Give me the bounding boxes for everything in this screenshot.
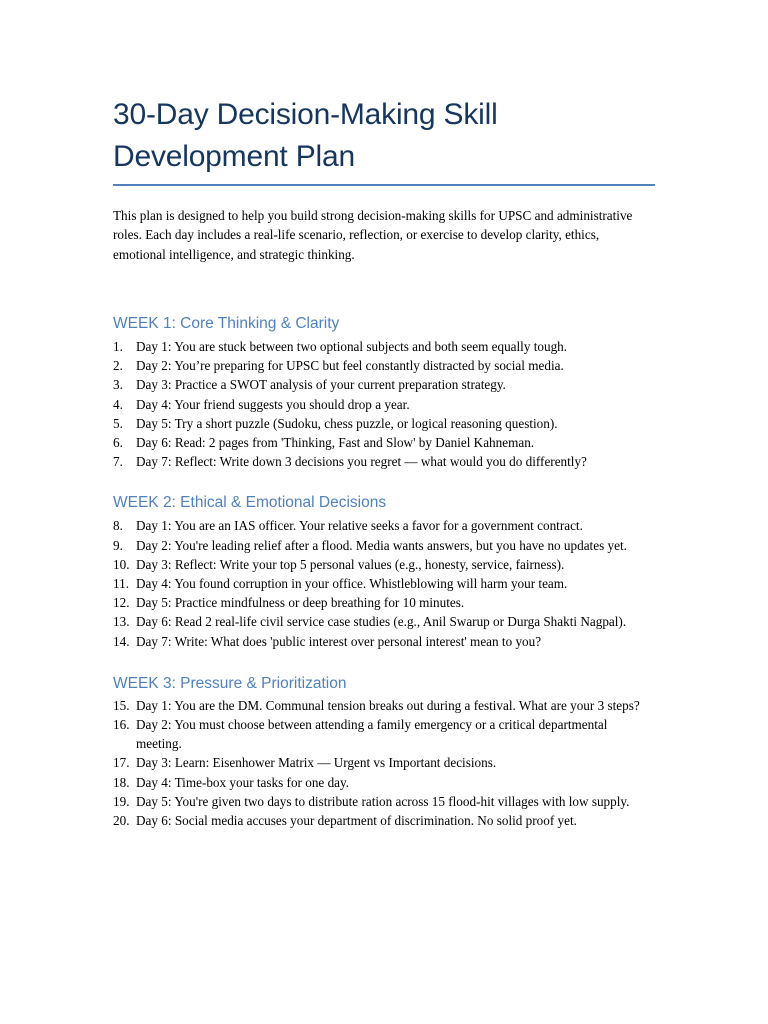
item-text: Day 6: Read: 2 pages from 'Thinking, Fast and Slow' by Daniel Kahneman. <box>136 434 535 450</box>
list-item <box>113 811 655 830</box>
item-number: 7. <box>113 454 123 470</box>
item-text: Day 5: Try a short puzzle (Sudoku, chess puzzle, or logical reasoning question). <box>136 415 558 431</box>
item-number: 10. <box>113 556 130 572</box>
item-number: 12. <box>113 595 130 611</box>
item-text: Day 4: You found corruption in your office. Whistleblowing will harm your team. <box>136 575 568 591</box>
title-line-2: Development Plan <box>113 140 355 173</box>
item-text: Day 1: You are stuck between two optional subjects and both seem equally tough. <box>136 338 568 354</box>
document-title <box>113 94 655 178</box>
title-line-1: 30-Day Decision-Making Skill <box>113 98 498 131</box>
title-underline <box>113 184 655 186</box>
week-1-section <box>113 314 655 471</box>
item-number: 19. <box>113 793 130 809</box>
item-number: 6. <box>113 434 123 450</box>
item-text: Day 2: You're leading relief after a flood. Media wants answers, but you have no updates yet. <box>136 537 627 553</box>
item-number: 13. <box>113 614 130 630</box>
item-text: Day 4: Time-box your tasks for one day. <box>136 774 350 790</box>
item-number: 16. <box>113 716 130 732</box>
item-number: 2. <box>113 358 123 374</box>
list-item <box>113 753 655 772</box>
week-3-section <box>113 674 655 830</box>
list-item <box>113 452 655 471</box>
list-item <box>113 356 655 375</box>
list-item <box>113 395 655 414</box>
item-number: 3. <box>113 377 123 393</box>
item-number: 8. <box>113 518 123 534</box>
item-number: 15. <box>113 697 130 713</box>
item-number: 18. <box>113 774 130 790</box>
list-item <box>113 632 655 651</box>
list-item <box>113 593 655 612</box>
week-2-section <box>113 493 655 650</box>
week-3-list <box>113 696 655 830</box>
item-text: Day 1: You are the DM. Communal tension breaks out during a festival. What are your 3 steps? <box>136 697 640 713</box>
item-text: Day 6: Read 2 real-life civil service case studies (e.g., Anil Swarup or Durga Shakti Nagpal). <box>136 614 627 630</box>
list-item <box>113 337 655 356</box>
item-number: 11. <box>113 575 129 591</box>
item-text: Day 5: Practice mindfulness or deep breathing for 10 minutes. <box>136 595 465 611</box>
item-number: 1. <box>113 338 123 354</box>
item-text: Day 4: Your friend suggests you should drop a year. <box>136 396 410 412</box>
item-text: Day 6: Social media accuses your department of discrimination. No solid proof yet. <box>136 812 577 828</box>
list-item <box>113 414 655 433</box>
list-item <box>113 375 655 394</box>
item-number: 5. <box>113 415 123 431</box>
item-text: Day 7: Reflect: Write down 3 decisions you regret — what would you do differently? <box>136 454 587 470</box>
item-number: 14. <box>113 633 130 649</box>
list-item <box>113 516 655 535</box>
item-number: 20. <box>113 812 130 828</box>
item-number: 4. <box>113 396 123 412</box>
week-1-heading: WEEK 1: Core Thinking & Clarity <box>113 314 340 332</box>
week-2-heading: WEEK 2: Ethical & Emotional Decisions <box>113 494 387 512</box>
item-number: 9. <box>113 537 123 553</box>
list-item <box>113 792 655 811</box>
item-text: Day 3: Learn: Eisenhower Matrix — Urgent vs Important decisions. <box>136 755 497 771</box>
list-item <box>113 696 655 715</box>
item-number: 17. <box>113 755 130 771</box>
item-text: Day 3: Reflect: Write your top 5 personal values (e.g., honesty, service, fairness). <box>136 556 565 572</box>
list-item <box>113 715 655 753</box>
list-item <box>113 536 655 555</box>
week-1-list <box>113 337 655 471</box>
item-text: Day 7: Write: What does 'public interest over personal interest' mean to you? <box>136 633 542 649</box>
list-item <box>113 555 655 574</box>
item-text: Day 2: You’re preparing for UPSC but feel constantly distracted by social media. <box>136 358 564 374</box>
list-item <box>113 574 655 593</box>
item-text: Day 3: Practice a SWOT analysis of your current preparation strategy. <box>136 377 506 393</box>
item-text: Day 1: You are an IAS officer. Your relative seeks a favor for a government contract. <box>136 518 583 534</box>
document-page <box>113 94 655 830</box>
item-text: Day 5: You're given two days to distribute ration across 15 flood-hit villages with low supply. <box>136 793 630 809</box>
item-text: Day 2: You must choose between attending a family emergency or a critical departmental meeting. <box>136 716 608 752</box>
list-item <box>113 433 655 452</box>
list-item <box>113 773 655 792</box>
week-3-heading: WEEK 3: Pressure & Prioritization <box>113 674 347 692</box>
intro-paragraph: This plan is designed to help you build strong decision-making skills for UPSC and administrative roles. Each day includes a real-life scenario, reflection, or exercise to develop clarity, ethics, emotional intelligence, and strategic thinking. <box>113 208 633 262</box>
list-item <box>113 612 655 631</box>
week-2-list <box>113 516 655 650</box>
